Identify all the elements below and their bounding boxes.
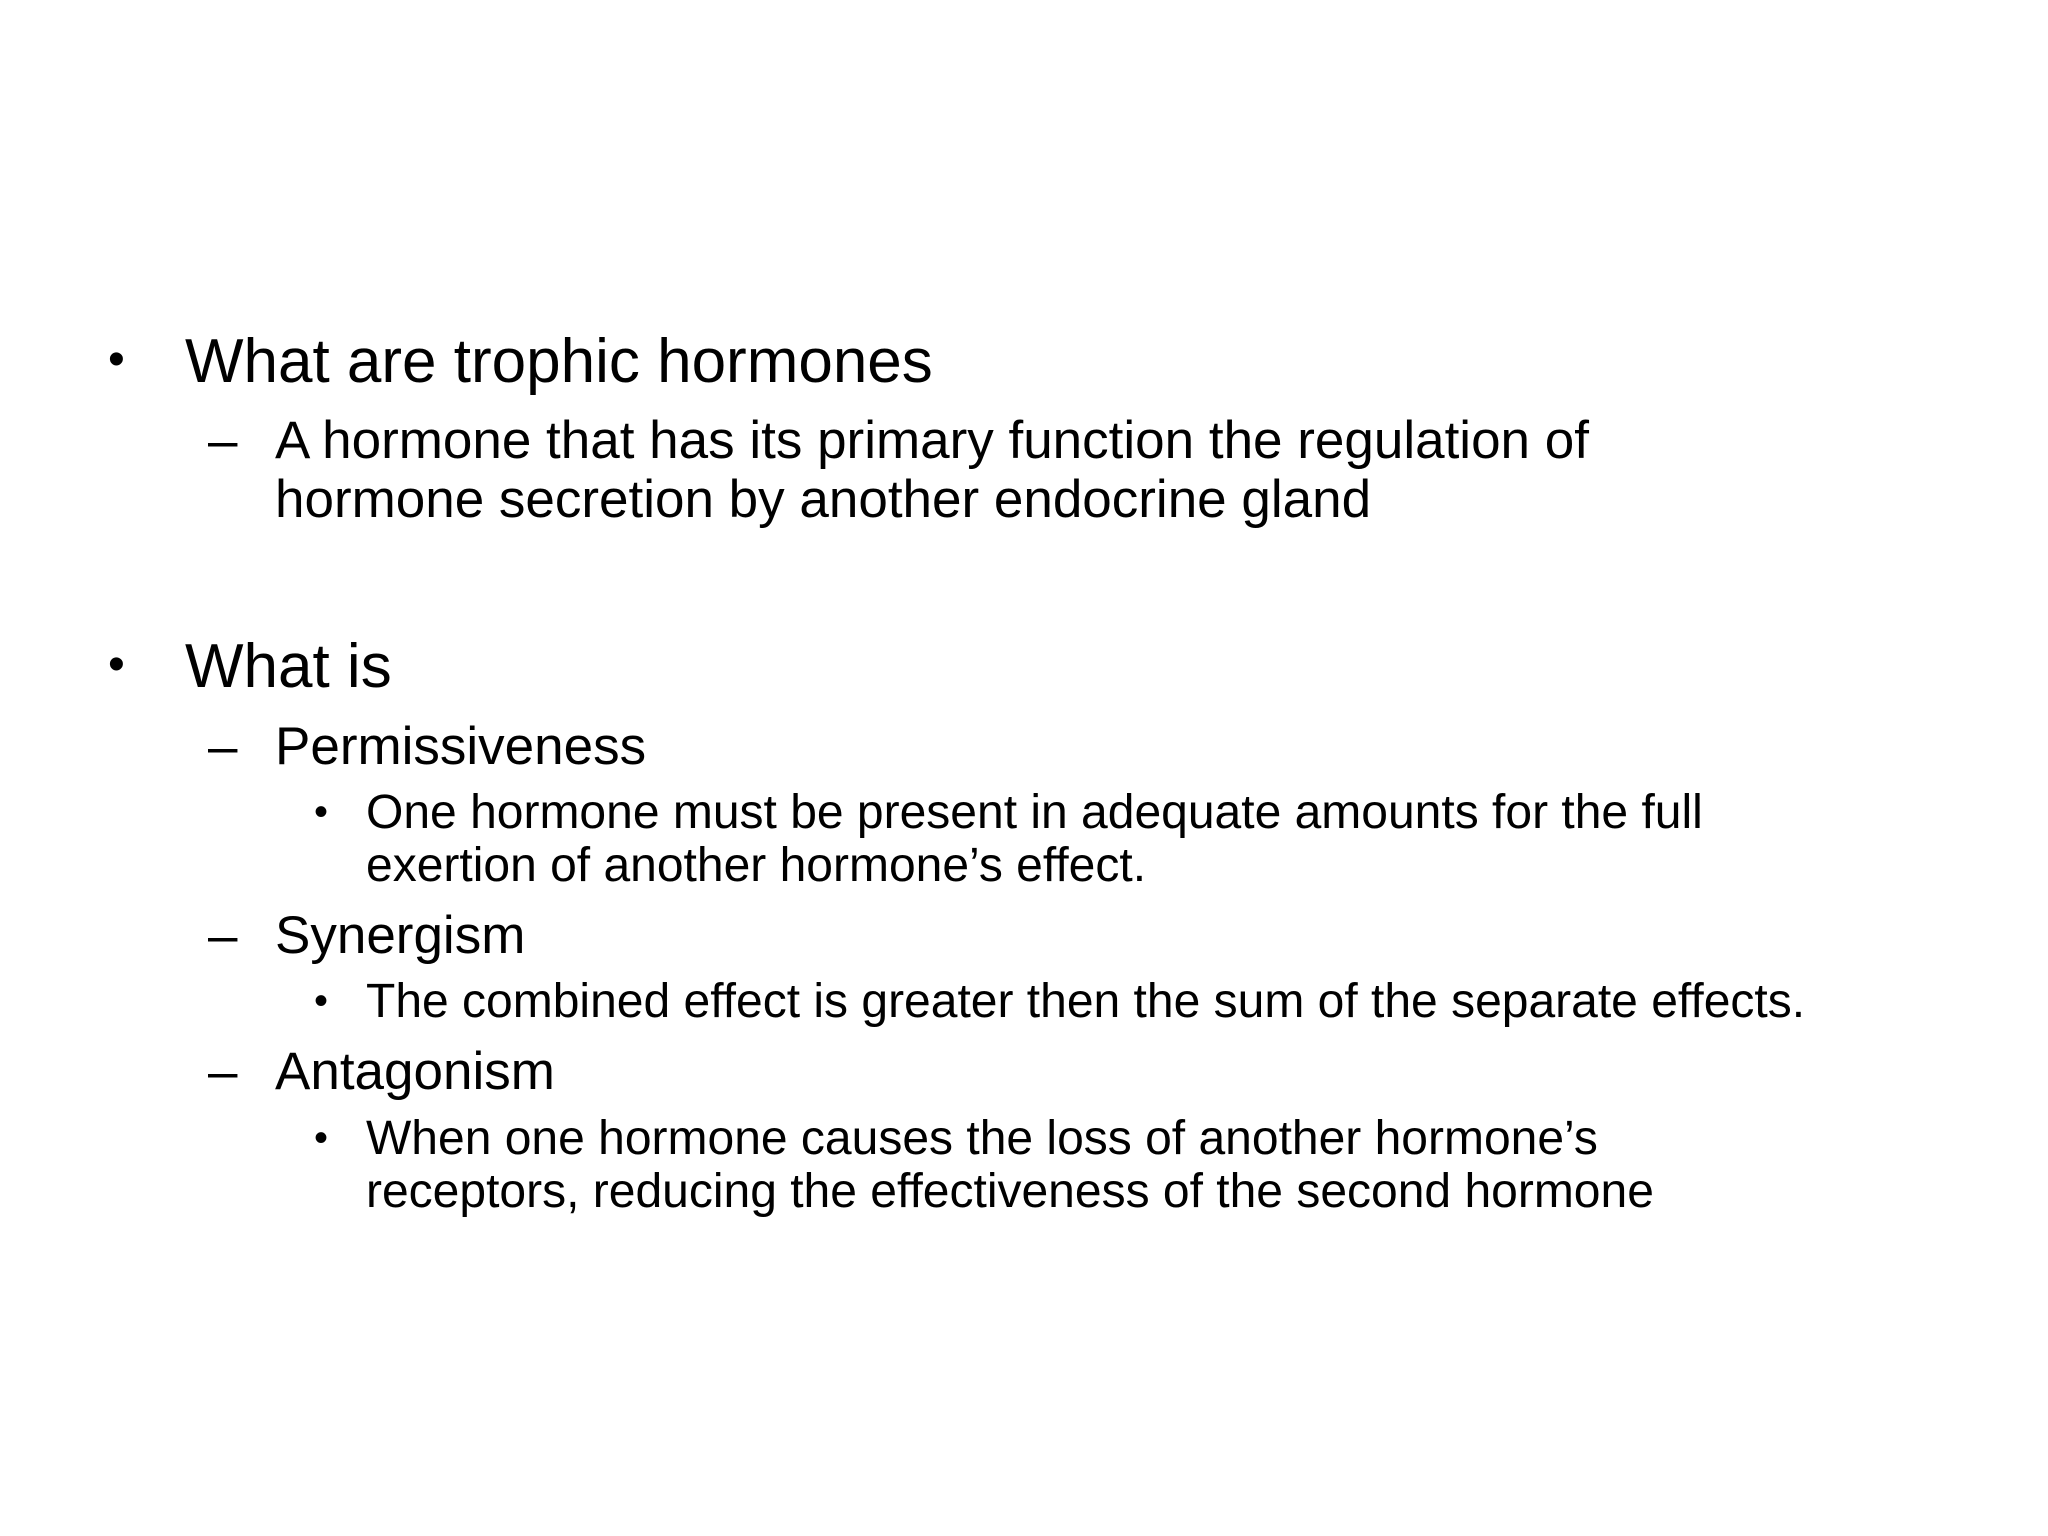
bullet-marker: • [108, 638, 125, 691]
antagonism-definition-line-1: When one hormone causes the loss of another hormone’s [366, 1112, 1598, 1165]
sub-bullet-marker: • [314, 979, 329, 1023]
dash-marker: – [208, 1042, 238, 1101]
antagonism-definition-line-2: receptors, reducing the effectiveness of the second hormone [366, 1165, 1654, 1218]
sub-bullet-marker: • [314, 790, 329, 834]
term-permissiveness: Permissiveness [275, 717, 647, 776]
dash-marker: – [208, 411, 238, 470]
synergism-definition-line-1: The combined effect is greater then the sum of the separate effects. [366, 975, 1806, 1028]
dash-marker: – [208, 906, 238, 965]
permissiveness-definition-line-1: One hormone must be present in adequate amounts for the full [366, 786, 1703, 839]
term-antagonism: Antagonism [275, 1042, 555, 1101]
trophic-definition-line-2: hormone secretion by another endocrine gland [275, 470, 1372, 529]
bullet-marker: • [108, 333, 125, 386]
trophic-definition-line-1: A hormone that has its primary function the regulation of [275, 411, 1589, 470]
sub-bullet-marker: • [314, 1116, 329, 1160]
permissiveness-definition-line-2: exertion of another hormone’s effect. [366, 839, 1147, 892]
heading-trophic-hormones: What are trophic hormones [185, 327, 933, 396]
term-synergism: Synergism [275, 906, 526, 965]
dash-marker: – [208, 717, 238, 776]
heading-what-is: What is [185, 632, 392, 701]
